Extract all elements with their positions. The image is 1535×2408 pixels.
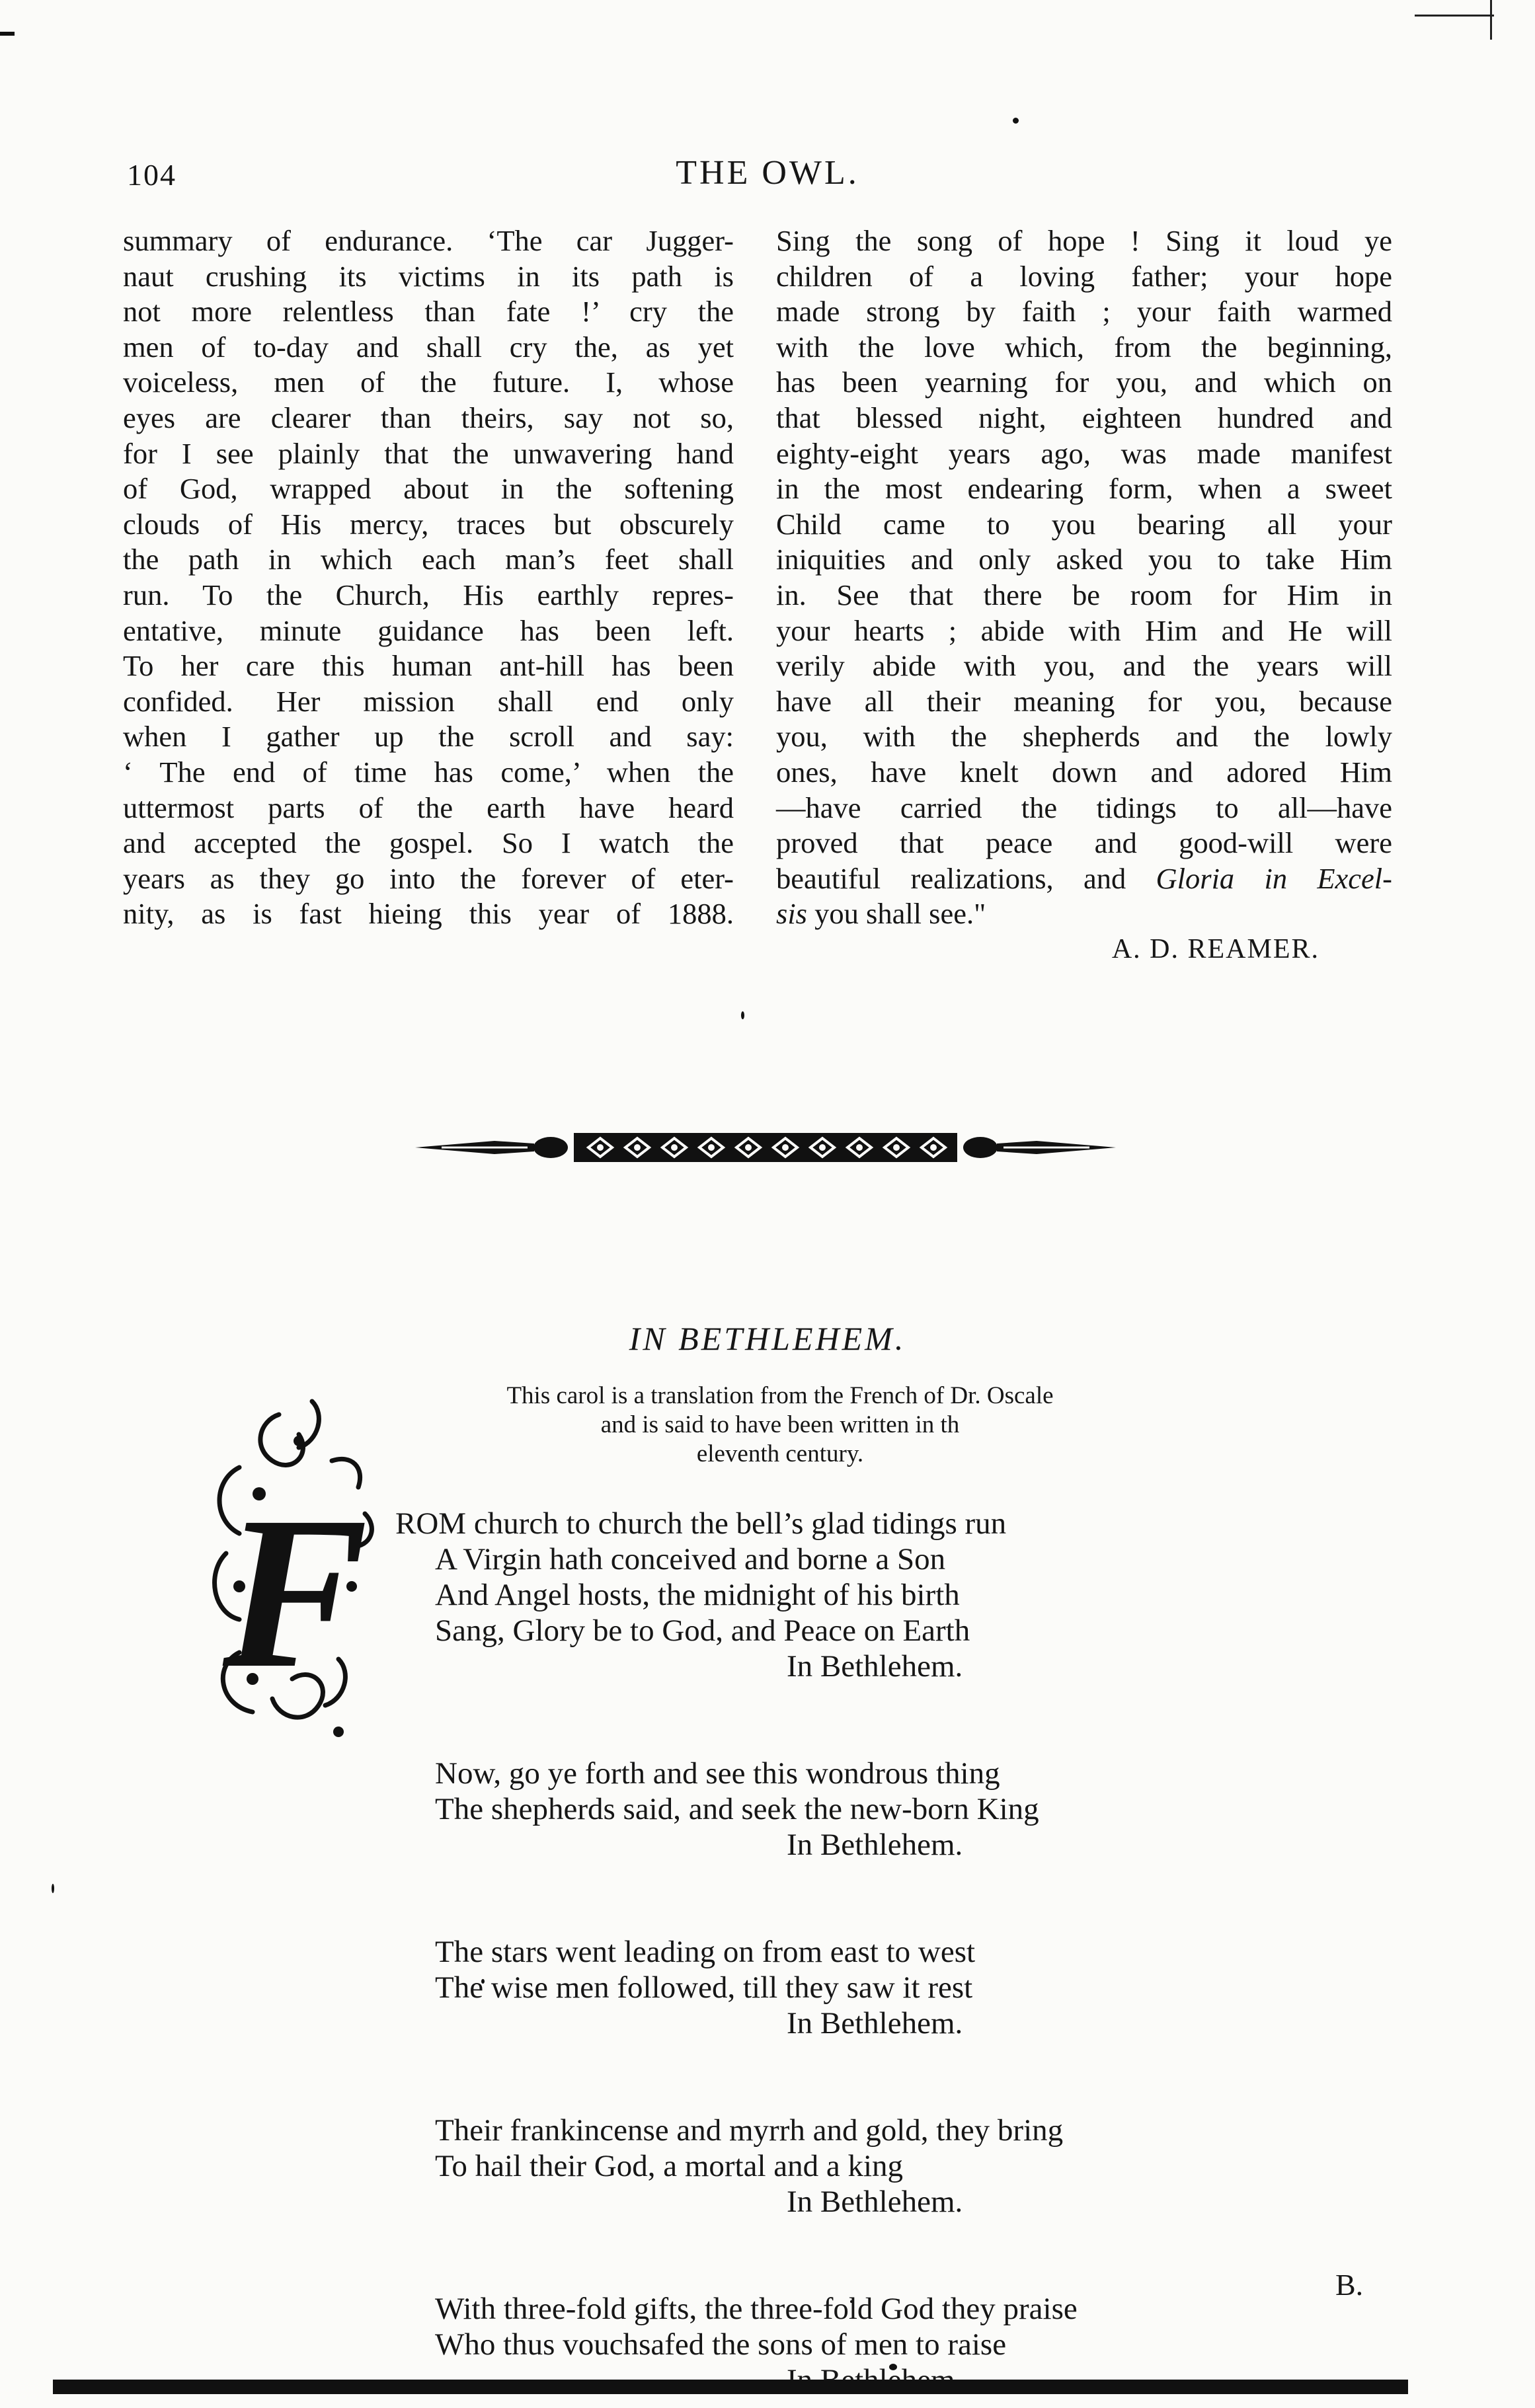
text-line: not more relentless than fate !’ cry the xyxy=(123,295,734,329)
text-line: Sing the song of hope ! Sing it loud ye xyxy=(776,224,1392,257)
text-run: beautiful realizations, and xyxy=(776,861,1156,895)
poem-line: A Virgin hath conceived and borne a Son xyxy=(435,1542,946,1576)
poem-refrain: In Bethlehem. xyxy=(787,2006,963,2040)
text-line: voiceless, men of the future. I, whose xyxy=(123,366,734,399)
poem-line: To hail their God, a mortal and a king xyxy=(435,2149,904,2183)
text-line: eyes are clearer than theirs, say not so, xyxy=(123,401,734,434)
headnote-line: eleventh century. xyxy=(696,1440,864,1467)
poem-headnote xyxy=(390,1381,1170,1469)
dropcap-letter: F xyxy=(222,1472,369,1713)
scan-mark xyxy=(0,32,15,36)
text-line: men of to-day and shall cry the, as yet xyxy=(123,330,734,364)
text-line: confided. Her mission shall end only xyxy=(123,684,734,718)
text-line: summary of endurance. ‘The car Jugger- xyxy=(123,224,734,257)
text-line: entative, minute guidance has been left. xyxy=(123,613,734,647)
text-line: of God, wrapped about in the softening xyxy=(123,472,734,506)
poem-line: The stars went leading on from east to west xyxy=(435,1935,976,1969)
italic-phrase: sis xyxy=(776,897,807,931)
page-number: 104 xyxy=(127,158,177,192)
text-line: in. See that there be room for Him in xyxy=(776,578,1392,611)
running-head: THE OWL. xyxy=(676,154,859,192)
poem-line: Their frankincense and myrrh and gold, they bring xyxy=(435,2113,1064,2148)
illuminated-initial-icon xyxy=(200,1388,391,1758)
text-line: that blessed night, eighteen hundred and xyxy=(776,401,1392,434)
poem-line: Who thus vouchsafed the sons of men to raise xyxy=(435,2327,1007,2362)
stanza-gap xyxy=(395,2041,1387,2113)
text-line: for I see plainly that the unwavering hand xyxy=(123,436,734,470)
headnote-line: and is said to have been written in th xyxy=(600,1411,960,1438)
left-column xyxy=(123,223,734,932)
right-column xyxy=(776,223,1392,967)
text-run: you shall see." xyxy=(807,897,986,931)
text-line: run. To the Church, His earthly repres- xyxy=(123,578,734,611)
text-line: and accepted the gospel. So I watch the xyxy=(123,826,734,860)
text-line xyxy=(776,896,1392,932)
poem-line: ROM church to church the bell’s glad tidings run xyxy=(395,1506,1007,1541)
text-line: nity, as is fast hieing this year of 1888. xyxy=(123,897,734,931)
bottom-rule xyxy=(53,2380,1408,2394)
text-line: iniquities and only asked you to take Him xyxy=(776,543,1392,576)
text-line: you, with the shepherds and the lowly xyxy=(776,720,1392,754)
text-line: children of a loving father; your hope xyxy=(776,259,1392,293)
poem-refrain: In Bethlehem. xyxy=(787,1828,963,1862)
author-signature: A. D. REAMER. xyxy=(1111,933,1319,964)
scan-edge-line xyxy=(1490,0,1492,40)
poem-signature: B. xyxy=(1335,2268,1364,2302)
poem-refrain: In Bethlehem. xyxy=(787,1649,963,1684)
poem-line: The shepherds said, and seek the new-born King xyxy=(435,1792,1039,1826)
poem-line: And Angel hosts, the midnight of his birth xyxy=(435,1578,960,1612)
text-line: eighty-eight years ago, was made manifest xyxy=(776,436,1392,470)
text-line: —have carried the tidings to all—have xyxy=(776,791,1392,824)
text-line: has been yearning for you, and which on xyxy=(776,366,1392,399)
text-line: years as they go into the forever of eter- xyxy=(123,861,734,895)
text-line: To her care this human ant-hill has been xyxy=(123,649,734,683)
ink-speck xyxy=(1013,118,1019,124)
ornament-divider-icon xyxy=(415,1124,1116,1171)
text-line: uttermost parts of the earth have heard xyxy=(123,791,734,824)
poem-title: IN BETHLEHEM. xyxy=(629,1320,906,1357)
poem-body xyxy=(395,1506,1387,2398)
scan-edge-line xyxy=(1415,15,1494,17)
poem-line: The wise men followed, till they saw it rest xyxy=(435,1970,973,2005)
text-line: made strong by faith ; your faith warmed xyxy=(776,295,1392,329)
italic-phrase: Gloria in Excel- xyxy=(1156,861,1392,895)
text-line: when I gather up the scroll and say: xyxy=(123,720,734,754)
text-line: proved that peace and good-will were xyxy=(776,826,1392,860)
text-line: Child came to you bearing all your xyxy=(776,507,1392,541)
text-line: verily abide with you, and the years will xyxy=(776,649,1392,683)
text-line: clouds of His mercy, traces but obscurely xyxy=(123,507,734,541)
text-line: ones, have knelt down and adored Him xyxy=(776,755,1392,789)
text-line: with the love which, from the beginning, xyxy=(776,330,1392,364)
poem-line: Now, go ye forth and see this wondrous thing xyxy=(435,1756,1000,1791)
text-line: ‘ The end of time has come,’ when the xyxy=(123,755,734,789)
poem-refrain: In Bethlehem. xyxy=(787,2185,963,2219)
poem-line: Sang, Glory be to God, and Peace on Earth xyxy=(435,1613,970,1648)
text-line: the path in which each man’s feet shall xyxy=(123,543,734,576)
stanza-gap xyxy=(395,1684,1387,1756)
headnote-line: This carol is a translation from the French of Dr. Oscale xyxy=(506,1382,1054,1409)
poem-line: With three-fold gifts, the three-fold God they praise xyxy=(435,2292,1078,2326)
text-line: have all their meaning for you, because xyxy=(776,684,1392,718)
ink-speck xyxy=(741,1011,744,1019)
stanza-gap xyxy=(395,2220,1387,2291)
text-line: your hearts ; abide with Him and He will xyxy=(776,613,1392,647)
stanza-gap xyxy=(395,1863,1387,1934)
text-line xyxy=(776,861,1392,897)
text-line: naut crushing its victims in its path is xyxy=(123,259,734,293)
ink-speck xyxy=(52,1884,54,1893)
text-line: in the most endearing form, when a sweet xyxy=(776,472,1392,506)
